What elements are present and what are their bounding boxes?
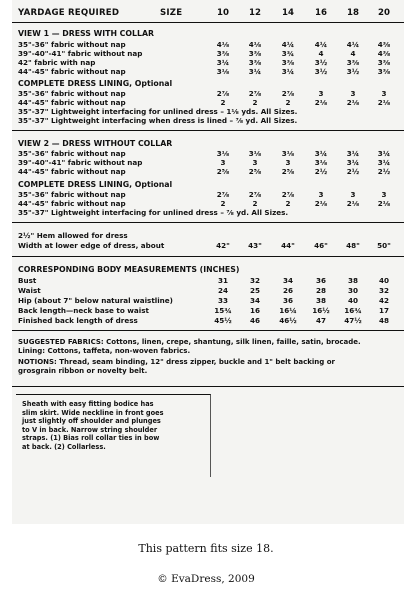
view1-interfacing: 35"-37" Lightweight interfacing for unlined dress – 1⅛ yds. All Sizes. xyxy=(18,107,298,116)
row-value: 42 xyxy=(378,296,389,305)
size-label: SIZE xyxy=(160,8,183,18)
row-value: 4⅛ xyxy=(216,40,230,49)
fabrics-text: Cottons, linen, crepe, shantung, silk linen, faille, satin, brocade. xyxy=(106,338,361,346)
suggested-fabrics xyxy=(18,338,398,356)
row-value: 3⅛ xyxy=(216,149,230,158)
description-line: at back. (2) Collarless. xyxy=(22,442,106,451)
row-value: 15¾ xyxy=(214,306,232,315)
row-value: 47½ xyxy=(344,316,362,325)
row-value: 2 xyxy=(252,98,258,107)
notions-text: Thread, seam binding, 12" dress zipper, buckle and 1" belt backing or xyxy=(59,358,335,366)
row-value: 16 xyxy=(249,306,260,315)
row-label: 35"-36" fabric without nap xyxy=(18,89,126,98)
row-value: 3 xyxy=(381,89,387,98)
size-col-12: 12 xyxy=(249,8,261,18)
row-value: 32 xyxy=(249,276,260,285)
copyright: © EvaDress, 2009 xyxy=(157,573,255,585)
divider xyxy=(12,222,404,223)
row-value: 3 xyxy=(350,190,356,199)
row-value: 2⅞ xyxy=(248,89,262,98)
row-value: 3⅛ xyxy=(248,149,262,158)
row-label: Hip (about 7" below natural waistline) xyxy=(18,296,173,305)
row-label: 35"-36" fabric without nap xyxy=(18,149,126,158)
row-label: 44"-45" fabric without nap xyxy=(18,199,126,208)
row-value: 3⅜ xyxy=(281,58,295,67)
row-value: 4 xyxy=(350,49,356,58)
view1-title: VIEW 1 — DRESS WITH COLLAR xyxy=(18,29,155,38)
row-value: 26 xyxy=(282,286,293,295)
divider xyxy=(12,130,404,131)
hem-width-value: 43" xyxy=(248,241,262,250)
row-value: 4 xyxy=(318,49,324,58)
row-value: 2½ xyxy=(346,167,360,176)
row-value: 4⅜ xyxy=(377,49,391,58)
row-value: 2⅞ xyxy=(248,190,262,199)
row-value: 47 xyxy=(315,316,326,325)
notions-label: NOTIONS: xyxy=(18,358,57,366)
row-value: 4⅛ xyxy=(248,40,262,49)
row-value: 46½ xyxy=(279,316,297,325)
row-value: 46 xyxy=(249,316,260,325)
row-value: 33 xyxy=(217,296,228,305)
pattern-sheet xyxy=(12,0,404,524)
row-value: 2⅛ xyxy=(346,199,360,208)
fabrics-lining: Lining: Cottons, taffeta, non-woven fabrics. xyxy=(18,347,191,355)
hem-width-value: 48" xyxy=(346,241,360,250)
row-label: Back length—neck base to waist xyxy=(18,306,149,315)
row-value: 16¾ xyxy=(344,306,362,315)
hem-width-value: 46" xyxy=(314,241,328,250)
divider xyxy=(12,330,404,331)
notions-text-2: grosgrain ribbon or novelty belt. xyxy=(18,367,148,375)
size-col-10: 10 xyxy=(217,8,229,18)
row-value: 16¼ xyxy=(279,306,297,315)
row-label: 44"-45" fabric without nap xyxy=(18,167,126,176)
size-col-20: 20 xyxy=(378,8,390,18)
row-value: 2 xyxy=(252,199,258,208)
row-label: 44"-45" fabric without nap xyxy=(18,67,126,76)
row-value: 2½ xyxy=(377,167,391,176)
row-value: 3 xyxy=(285,158,291,167)
view2-lining-title: COMPLETE DRESS LINING, Optional xyxy=(18,180,173,189)
description-line: to V in back. Narrow string shoulder xyxy=(22,425,158,434)
row-value: 4⅜ xyxy=(377,40,391,49)
row-value: 2⅞ xyxy=(216,190,230,199)
description-line: straps. (1) Bias roll collar ties in bow xyxy=(22,434,160,443)
row-value: 3¼ xyxy=(346,149,360,158)
row-value: 2⅞ xyxy=(216,89,230,98)
row-label: 39"-40"-41" fabric without nap xyxy=(18,158,143,167)
row-value: 2⅝ xyxy=(248,167,262,176)
description-line: Sheath with easy fitting bodice has xyxy=(22,400,154,408)
view1-interfacing: 35"-37" Lightweight interfacing when dress is lined – ⅞ yd. All Sizes. xyxy=(18,116,298,125)
size-col-16: 16 xyxy=(315,8,327,18)
row-value: 32 xyxy=(378,286,389,295)
size-col-18: 18 xyxy=(347,8,359,18)
row-value: 3½ xyxy=(314,67,328,76)
row-value: 34 xyxy=(249,296,260,305)
row-value: 36 xyxy=(282,296,293,305)
row-value: 24 xyxy=(217,286,228,295)
row-value: 3 xyxy=(318,190,324,199)
row-label: 42" fabric with nap xyxy=(18,58,96,67)
row-value: 2⅞ xyxy=(281,89,295,98)
row-value: 34 xyxy=(282,276,293,285)
row-value: 3½ xyxy=(314,58,328,67)
description-line: slim skirt. Wide neckline in front goes xyxy=(22,408,164,417)
description-line: just slightly off shoulder and plunges xyxy=(22,417,161,426)
row-value: 3⅜ xyxy=(248,49,262,58)
fit-caption: This pattern fits size 18. xyxy=(138,542,274,555)
row-value: 3 xyxy=(381,190,387,199)
fabrics-label: SUGGESTED FABRICS: xyxy=(18,338,104,346)
row-value: 2 xyxy=(220,98,226,107)
view2-title: VIEW 2 — DRESS WITHOUT COLLAR xyxy=(18,139,173,148)
row-value: 3 xyxy=(350,89,356,98)
row-value: 40 xyxy=(347,296,358,305)
row-value: 3¼ xyxy=(346,158,360,167)
row-value: 17 xyxy=(378,306,389,315)
row-value: 2 xyxy=(285,199,291,208)
row-value: 2⅛ xyxy=(314,199,328,208)
view2-interfacing: 35"-37" Lightweight interfacing for unlined dress – ⅞ yd. All Sizes. xyxy=(18,208,289,217)
hem-width-value: 50" xyxy=(377,241,391,250)
row-value: 3 xyxy=(220,158,226,167)
row-value: 31 xyxy=(217,276,228,285)
hem-note: 2½" Hem allowed for dress xyxy=(18,231,128,240)
row-value: 3⅜ xyxy=(377,58,391,67)
row-value: 3⅛ xyxy=(216,67,230,76)
row-value: 25 xyxy=(249,286,260,295)
row-value: 3⅛ xyxy=(281,149,295,158)
divider xyxy=(12,22,404,23)
view1-lining-title: COMPLETE DRESS LINING, Optional xyxy=(18,79,173,88)
row-value: 3¼ xyxy=(377,149,391,158)
row-value: 3 xyxy=(252,158,258,167)
yardage-title: YARDAGE REQUIRED xyxy=(18,8,120,18)
row-value: 40 xyxy=(378,276,389,285)
row-value: 4¼ xyxy=(314,40,328,49)
row-label: Finished back length of dress xyxy=(18,316,138,325)
row-value: 3⅜ xyxy=(216,49,230,58)
row-label: Bust xyxy=(18,276,37,285)
row-value: 2½ xyxy=(314,167,328,176)
size-col-14: 14 xyxy=(282,8,294,18)
row-value: 38 xyxy=(315,296,326,305)
row-label: 35"-36" fabric without nap xyxy=(18,190,126,199)
measurements-title: CORRESPONDING BODY MEASUREMENTS (INCHES) xyxy=(18,265,240,274)
row-value: 48 xyxy=(378,316,389,325)
row-value: 28 xyxy=(315,286,326,295)
row-value: 3¼ xyxy=(248,67,262,76)
row-value: 16½ xyxy=(312,306,330,315)
row-label: 39"-40"-41" fabric without nap xyxy=(18,49,143,58)
divider xyxy=(12,386,404,387)
description-text xyxy=(22,400,208,452)
row-value: 38 xyxy=(347,276,358,285)
row-value: 45½ xyxy=(214,316,232,325)
row-value: 3¼ xyxy=(377,158,391,167)
row-value: 3¼ xyxy=(281,67,295,76)
row-value: 30 xyxy=(347,286,358,295)
row-value: 2⅛ xyxy=(377,199,391,208)
row-value: 3⅜ xyxy=(377,67,391,76)
hem-width-label: Width at lower edge of dress, about xyxy=(18,241,165,250)
row-value: 3½ xyxy=(346,67,360,76)
row-value: 2 xyxy=(220,199,226,208)
row-value: 2⅝ xyxy=(281,167,295,176)
row-value: 2 xyxy=(285,98,291,107)
row-value: 2⅝ xyxy=(216,167,230,176)
row-value: 2⅛ xyxy=(377,98,391,107)
row-value: 2⅞ xyxy=(281,190,295,199)
row-label: 35"-36" fabric without nap xyxy=(18,40,126,49)
row-value: 4¼ xyxy=(346,40,360,49)
row-value: 4¼ xyxy=(281,40,295,49)
notions xyxy=(18,358,398,376)
row-value: 3⅜ xyxy=(346,58,360,67)
row-label: 44"-45" fabric without nap xyxy=(18,98,126,107)
row-value: 3¼ xyxy=(314,149,328,158)
hem-width-value: 44" xyxy=(281,241,295,250)
row-label: Waist xyxy=(18,286,41,295)
hem-width-value: 42" xyxy=(216,241,230,250)
row-value: 3¾ xyxy=(281,49,295,58)
row-value: 2⅛ xyxy=(314,98,328,107)
row-value: 2⅛ xyxy=(346,98,360,107)
row-value: 36 xyxy=(315,276,326,285)
row-value: 3¼ xyxy=(216,58,230,67)
divider xyxy=(12,256,404,257)
row-value: 3⅜ xyxy=(248,58,262,67)
row-value: 3 xyxy=(318,89,324,98)
row-value: 3⅛ xyxy=(314,158,328,167)
